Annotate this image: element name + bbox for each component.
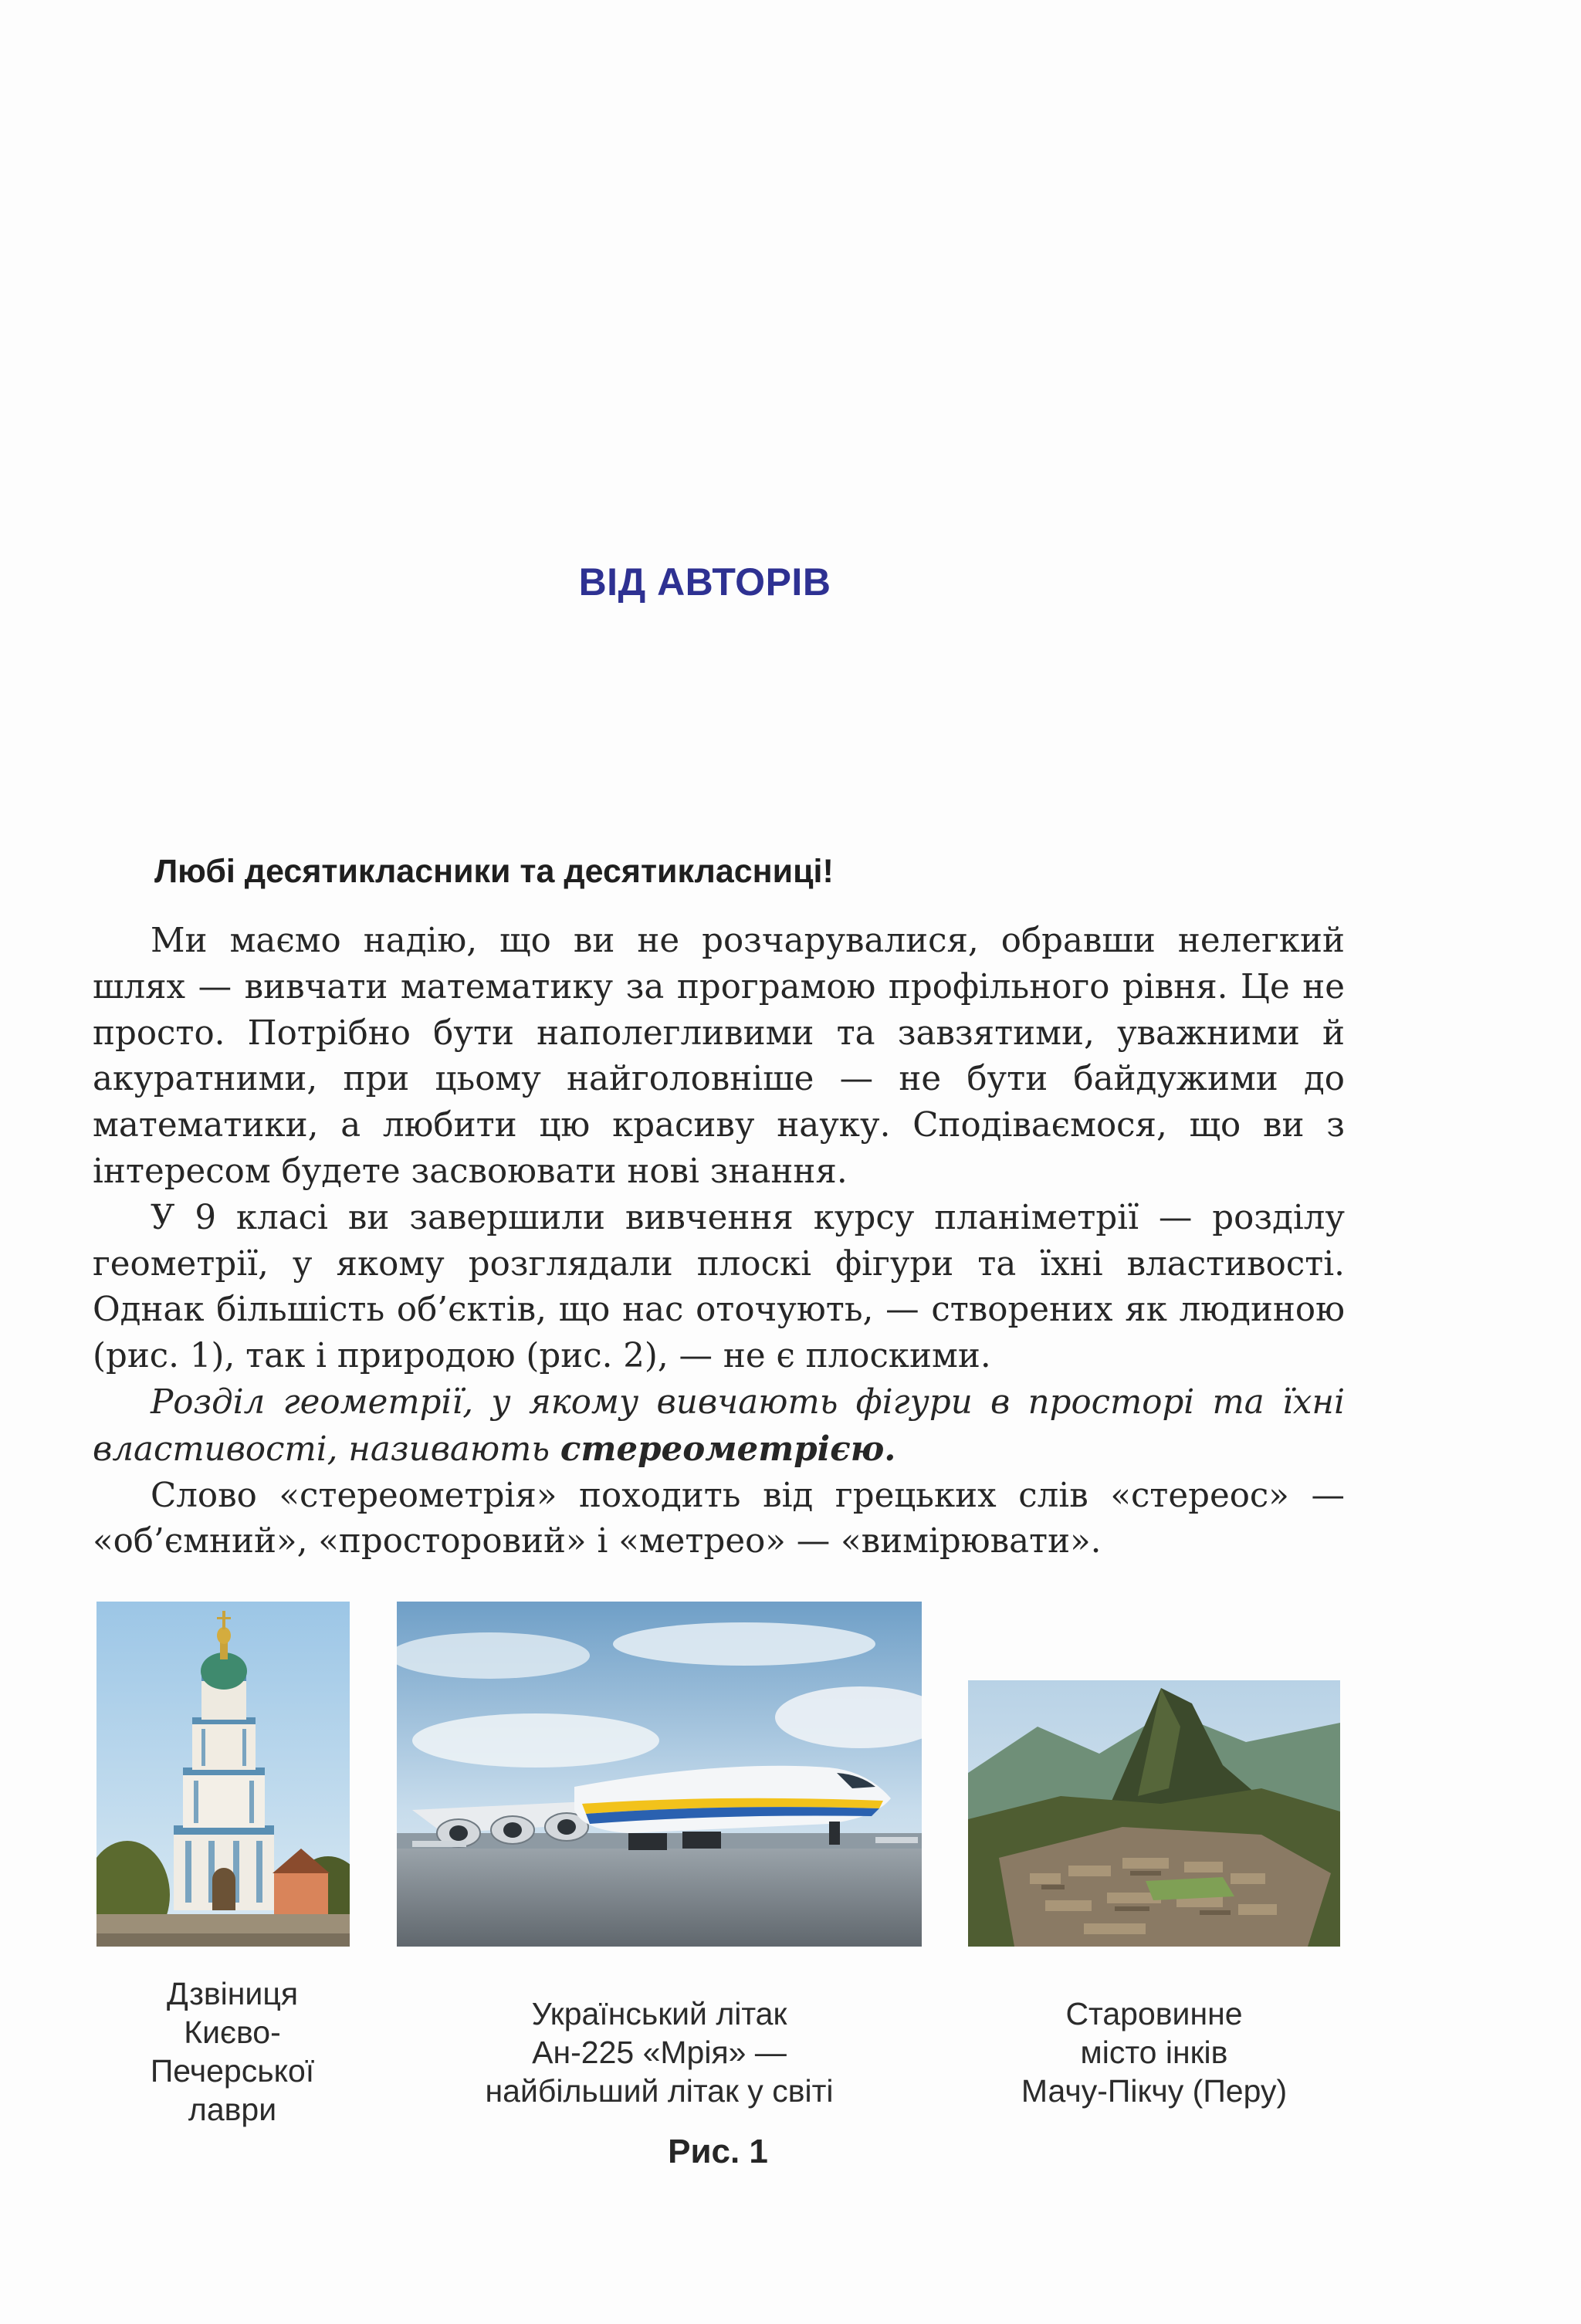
caption-machu-picchu: Старовинне місто інків Мачу-Пікчу (Перу) (1021, 1996, 1288, 2109)
paragraph-3-definition (93, 1380, 1345, 1473)
paragraph-4: Слово «стереометрія» походить від грецьких слів «стереос» — «об’ємний», «просторовий» і «метрео» — «вимірювати». (93, 1476, 1345, 1561)
machu-picchu-photo (968, 1680, 1340, 1947)
greeting: Любі десятикласники та десятикласниці! (154, 853, 834, 890)
definition-period: . (884, 1429, 896, 1469)
paragraph-2: У 9 класі ви завершили вивчення курсу планіметрії — розділу геометрії, у якому розглядали плоскі фігури та їхні властивості. Однак більшість об’єктів, що нас оточують, — створених як людиною (рис. 1), так і природою (рис. 2), — не є плоскими. (93, 1198, 1345, 1376)
term-stereometry: стереометрією (560, 1429, 885, 1469)
caption-bell-tower: Дзвіниця Києво- Печерської лаври (150, 1976, 315, 2127)
figure-label: Рис. 1 (668, 2133, 768, 2170)
definition-text: Розділ геометрії, у якому вивчають фігури в просторі та їхні властивості, називають (93, 1382, 1345, 1469)
paragraph-1: Ми маємо надію, що ви не розчарувалися, обравши нелегкий шлях — вивчати математику за програмою профільного рівня. Це не просто. Потрібно бути наполегливими та завзятими, уважними й акуратними, при цьому найголовніше — не бути байдужими до математики, а любити цю красиву науку. Сподіваємося, що ви з інтересом будете засвоювати нові знання. (93, 922, 1345, 1191)
page-heading: ВІД АВТОРІВ (578, 560, 831, 604)
bell-tower-photo (96, 1602, 350, 1947)
an225-plane-photo (397, 1602, 922, 1947)
body-text (93, 918, 1345, 1565)
caption-plane: Український літак Ан-225 «Мрія» — найбільший літак у світі (485, 1996, 834, 2109)
